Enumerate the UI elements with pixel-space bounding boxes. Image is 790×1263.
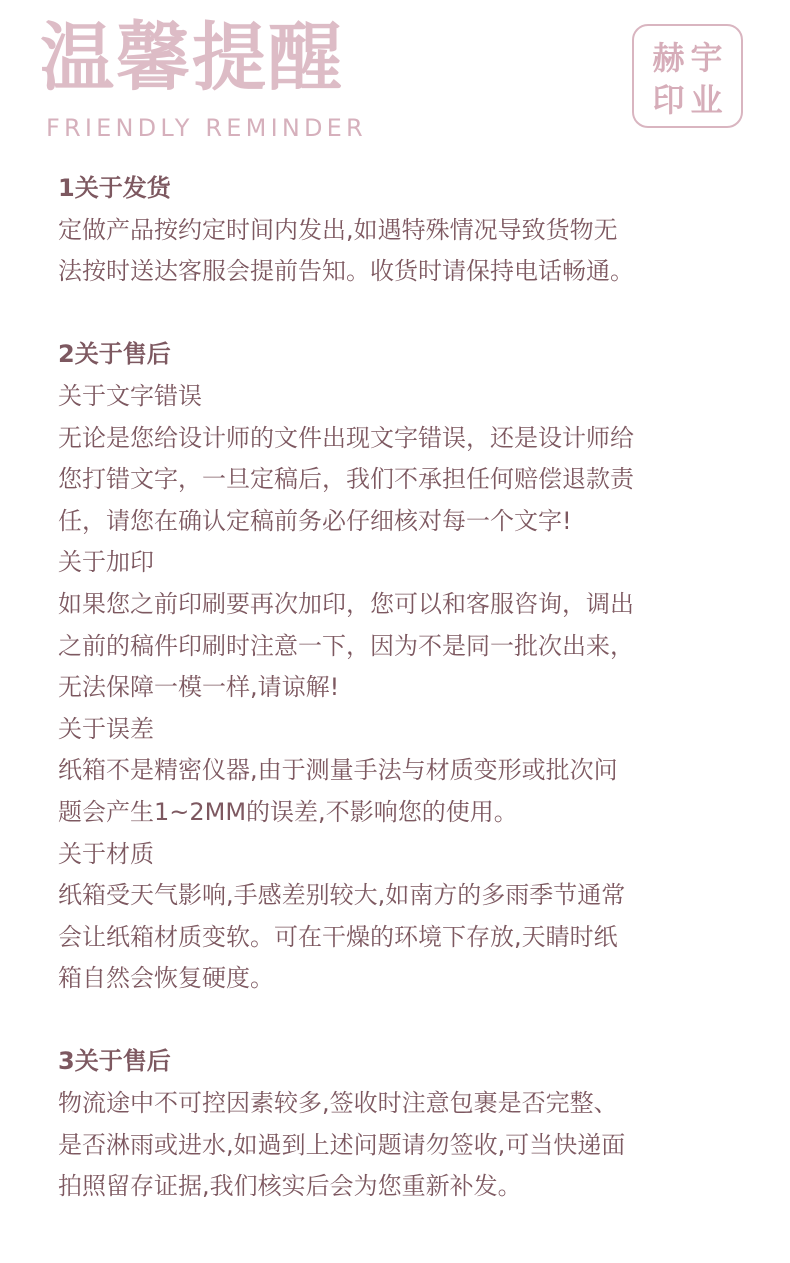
brand-stamp-line: 印业 xyxy=(652,81,729,119)
body-line: 您打错文字，一旦定稿后，我们不承担任何赔偿退款责 xyxy=(58,465,634,494)
body-line: 物流途中不可控因素较多,签收时注意包裹是否完整、 xyxy=(58,1089,618,1118)
body-line: 题会产生1~2MM的误差,不影响您的使用。 xyxy=(58,797,518,826)
body-line: 会让纸箱材质变软。可在干燥的环境下存放,天睛时纸 xyxy=(58,922,618,951)
body-line: 拍照留存证据,我们核实后会为您重新补发。 xyxy=(58,1172,522,1201)
body-line: 是否淋雨或进水,如過到上述问题请勿签收,可当快递面 xyxy=(58,1130,626,1159)
subsection-tolerance xyxy=(58,709,748,834)
page-subtitle: FRIENDLY REMINDER xyxy=(46,114,367,142)
section-gap xyxy=(58,1000,748,1042)
body-line: 无法保障一模一样,请谅解! xyxy=(58,673,340,702)
body-line: 箱自然会恢复硬度。 xyxy=(58,964,274,993)
subsection-heading: 关于加印 xyxy=(58,548,154,577)
body-line: 纸箱受天气影响,手感差别较大,如南方的多雨季节通常 xyxy=(58,881,626,910)
reminder-content xyxy=(58,168,748,1208)
section-shipping xyxy=(58,168,748,293)
section-gap xyxy=(58,293,748,335)
body-line: 任，请您在确认定稿前务必仔细核对每一个文字! xyxy=(58,506,572,535)
body-line: 定做产品按约定时间内发出,如遇特殊情况导致货物无 xyxy=(58,215,618,244)
body-line: 法按时送达客服会提前告知。收货时请保持电话畅通。 xyxy=(58,257,634,286)
brand-stamp xyxy=(632,24,743,128)
subsection-text-errors xyxy=(58,376,748,542)
section-after-sales xyxy=(58,334,748,1000)
body-line: 无论是您给设计师的文件出现文字错误，还是设计师给 xyxy=(58,423,634,452)
brand-stamp-line: 赫宇 xyxy=(652,39,729,77)
body-line: 纸箱不是精密仪器,由于测量手法与材质变形或批次问 xyxy=(58,756,618,785)
subsection-heading: 关于材质 xyxy=(58,839,154,868)
section-heading: 2关于售后 xyxy=(58,340,171,369)
body-line: 之前的稿件印刷时注意一下，因为不是同一批次出来， xyxy=(58,631,634,660)
subsection-heading: 关于文字错误 xyxy=(58,381,202,410)
subsection-reprint xyxy=(58,542,748,708)
subsection-material xyxy=(58,834,748,1000)
body-line: 如果您之前印刷要再次加印，您可以和客服咨询，调出 xyxy=(58,589,634,618)
section-delivery-check xyxy=(58,1041,748,1207)
section-heading: 3关于售后 xyxy=(58,1047,171,1076)
subsection-heading: 关于误差 xyxy=(58,714,154,743)
page-title: 温馨提醒 xyxy=(40,15,344,101)
section-heading: 1关于发货 xyxy=(58,174,171,202)
